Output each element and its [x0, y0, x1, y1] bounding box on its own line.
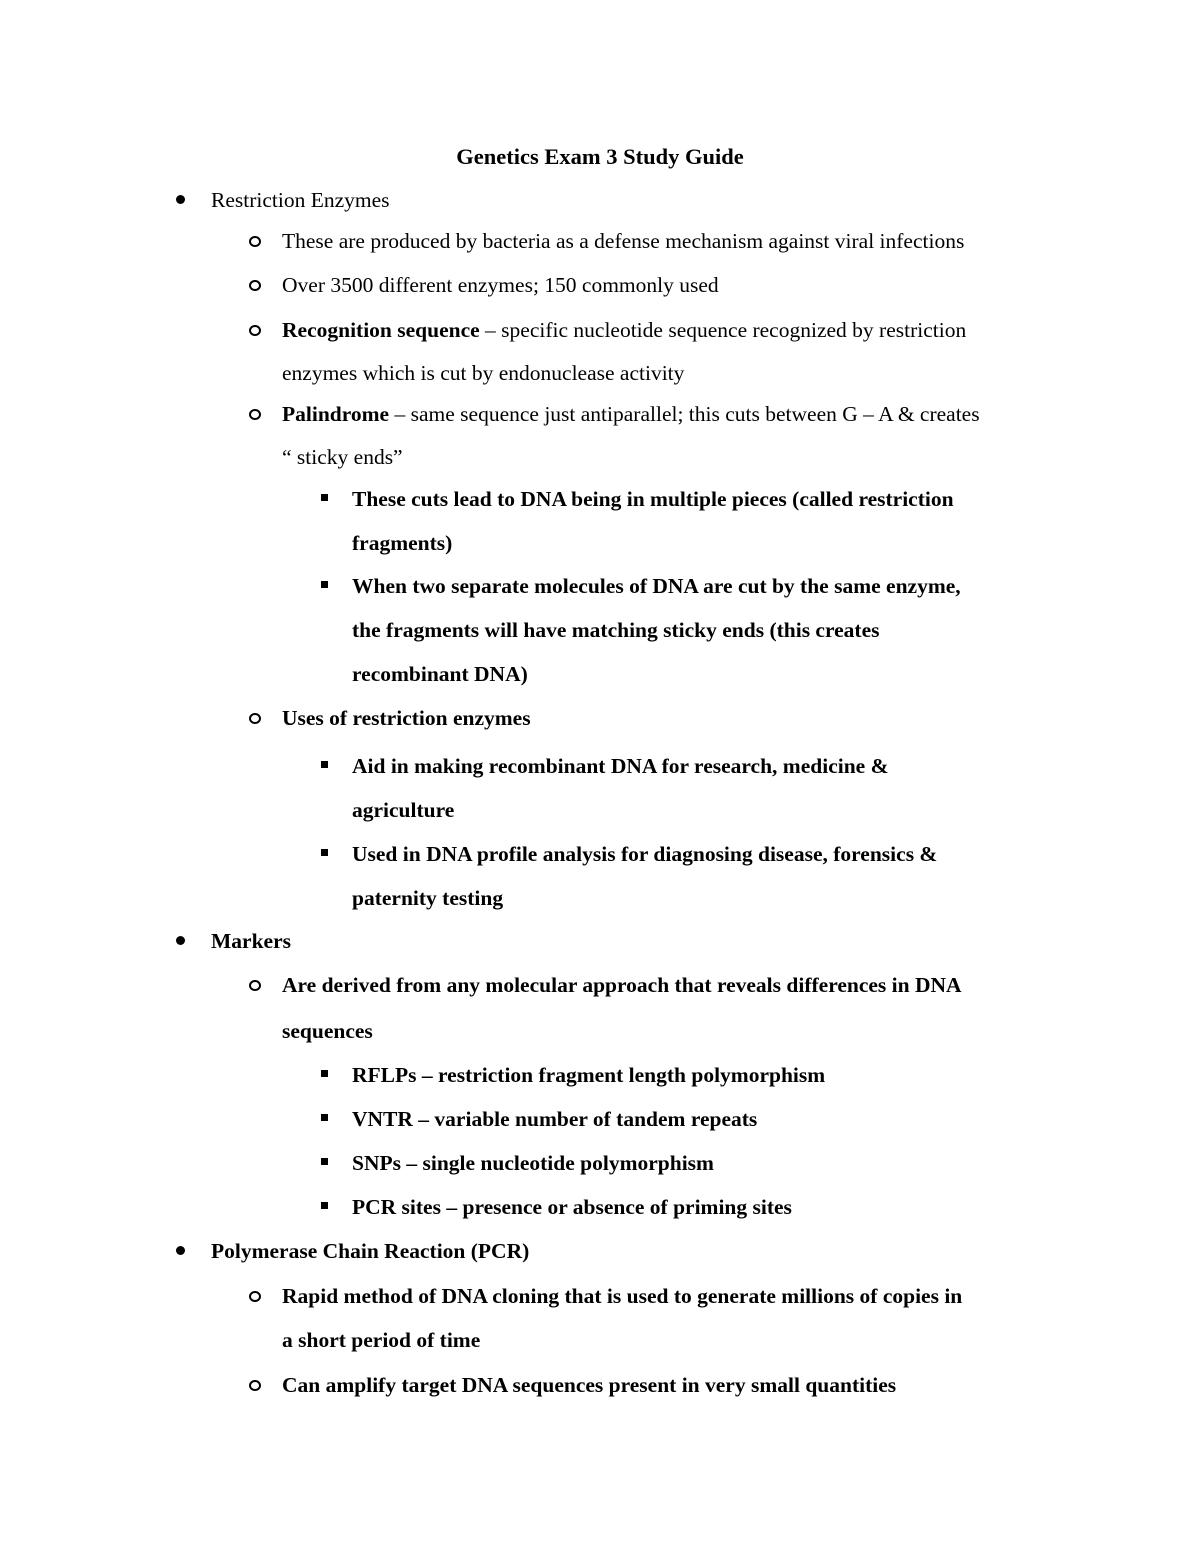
list-item [282, 392, 980, 436]
list-item: Rapid method of DNA cloning that is used to generate millions of copies in [282, 1284, 963, 1308]
heading-pcr: Polymerase Chain Reaction (PCR) [211, 1239, 530, 1263]
disc-bullet [176, 936, 185, 945]
list-item: Used in DNA profile analysis for diagnosing disease, forensics & [352, 842, 938, 866]
list-item [352, 1141, 714, 1185]
list-item: When two separate molecules of DNA are cut by the same enzyme, [352, 574, 961, 598]
list-item-continuation: sequences [282, 1019, 373, 1043]
list-item-continuation: a short period of time [282, 1328, 481, 1352]
list-item-continuation: enzymes which is cut by endonuclease activity [282, 361, 685, 385]
square-bullet [321, 1070, 328, 1077]
definition-text: – restriction fragment length polymorphism [416, 1063, 826, 1087]
list-item [282, 308, 966, 352]
heading-restriction-enzymes: Restriction Enzymes [211, 188, 390, 212]
circle-bullet [249, 1291, 261, 1302]
term-restriction: restriction [858, 487, 954, 511]
circle-bullet [249, 980, 261, 991]
circle-bullet [249, 713, 261, 724]
list-item-continuation: “ sticky ends” [282, 445, 403, 469]
square-bullet [321, 1158, 328, 1165]
list-item-continuation: fragments) [352, 531, 453, 555]
list-item-continuation: paternity testing [352, 886, 504, 910]
list-item: Uses of restriction enzymes [282, 706, 531, 730]
square-bullet [321, 1114, 328, 1121]
term-palindrome: Palindrome [282, 402, 390, 426]
square-bullet [321, 761, 328, 768]
circle-bullet [249, 409, 261, 420]
document-title: Genetics Exam 3 Study Guide [456, 144, 744, 169]
square-bullet [321, 849, 328, 856]
list-item [352, 1185, 792, 1229]
list-item [352, 1097, 757, 1141]
circle-bullet [249, 280, 261, 291]
circle-bullet [249, 236, 261, 247]
definition-text: – presence or absence of priming sites [440, 1195, 792, 1219]
term-pcr-sites: PCR sites [352, 1195, 441, 1219]
square-bullet [321, 1202, 328, 1209]
list-item [352, 1053, 825, 1097]
square-bullet [321, 581, 328, 588]
list-item: Are derived from any molecular approach that reveals differences in DNA [282, 973, 962, 997]
list-item [352, 477, 954, 521]
disc-bullet [176, 1246, 185, 1255]
list-item: Over 3500 different enzymes; 150 commonly used [282, 273, 719, 297]
list-item: Aid in making recombinant DNA for research, medicine & [352, 754, 889, 778]
list-item-continuation: recombinant DNA) [352, 662, 528, 686]
term-recognition-sequence: Recognition sequence [282, 318, 480, 342]
term-vntr: VNTR [352, 1107, 413, 1131]
list-item: These are produced by bacteria as a defense mechanism against viral infections [282, 229, 965, 253]
circle-bullet [249, 1380, 261, 1391]
disc-bullet [176, 195, 185, 204]
list-item: Can amplify target DNA sequences present in very small quantities [282, 1373, 897, 1397]
circle-bullet [249, 325, 261, 336]
definition-text: – specific nucleotide sequence recognized by restriction [479, 318, 967, 342]
definition-text: – variable number of tandem repeats [412, 1107, 758, 1131]
list-item-continuation: the fragments will have matching sticky ends (this creates [352, 618, 880, 642]
definition-text: – same sequence just antiparallel; this cuts between G – A & creates [389, 402, 980, 426]
heading-markers: Markers [211, 929, 291, 953]
definition-text: – single nucleotide polymorphism [400, 1151, 714, 1175]
square-bullet [321, 494, 328, 501]
term-rflps: RFLPs [352, 1063, 417, 1087]
term-snps: SNPs [352, 1151, 401, 1175]
sub-item-text: These cuts lead to DNA being in multiple pieces (called [352, 487, 859, 511]
list-item-continuation: agriculture [352, 798, 455, 822]
